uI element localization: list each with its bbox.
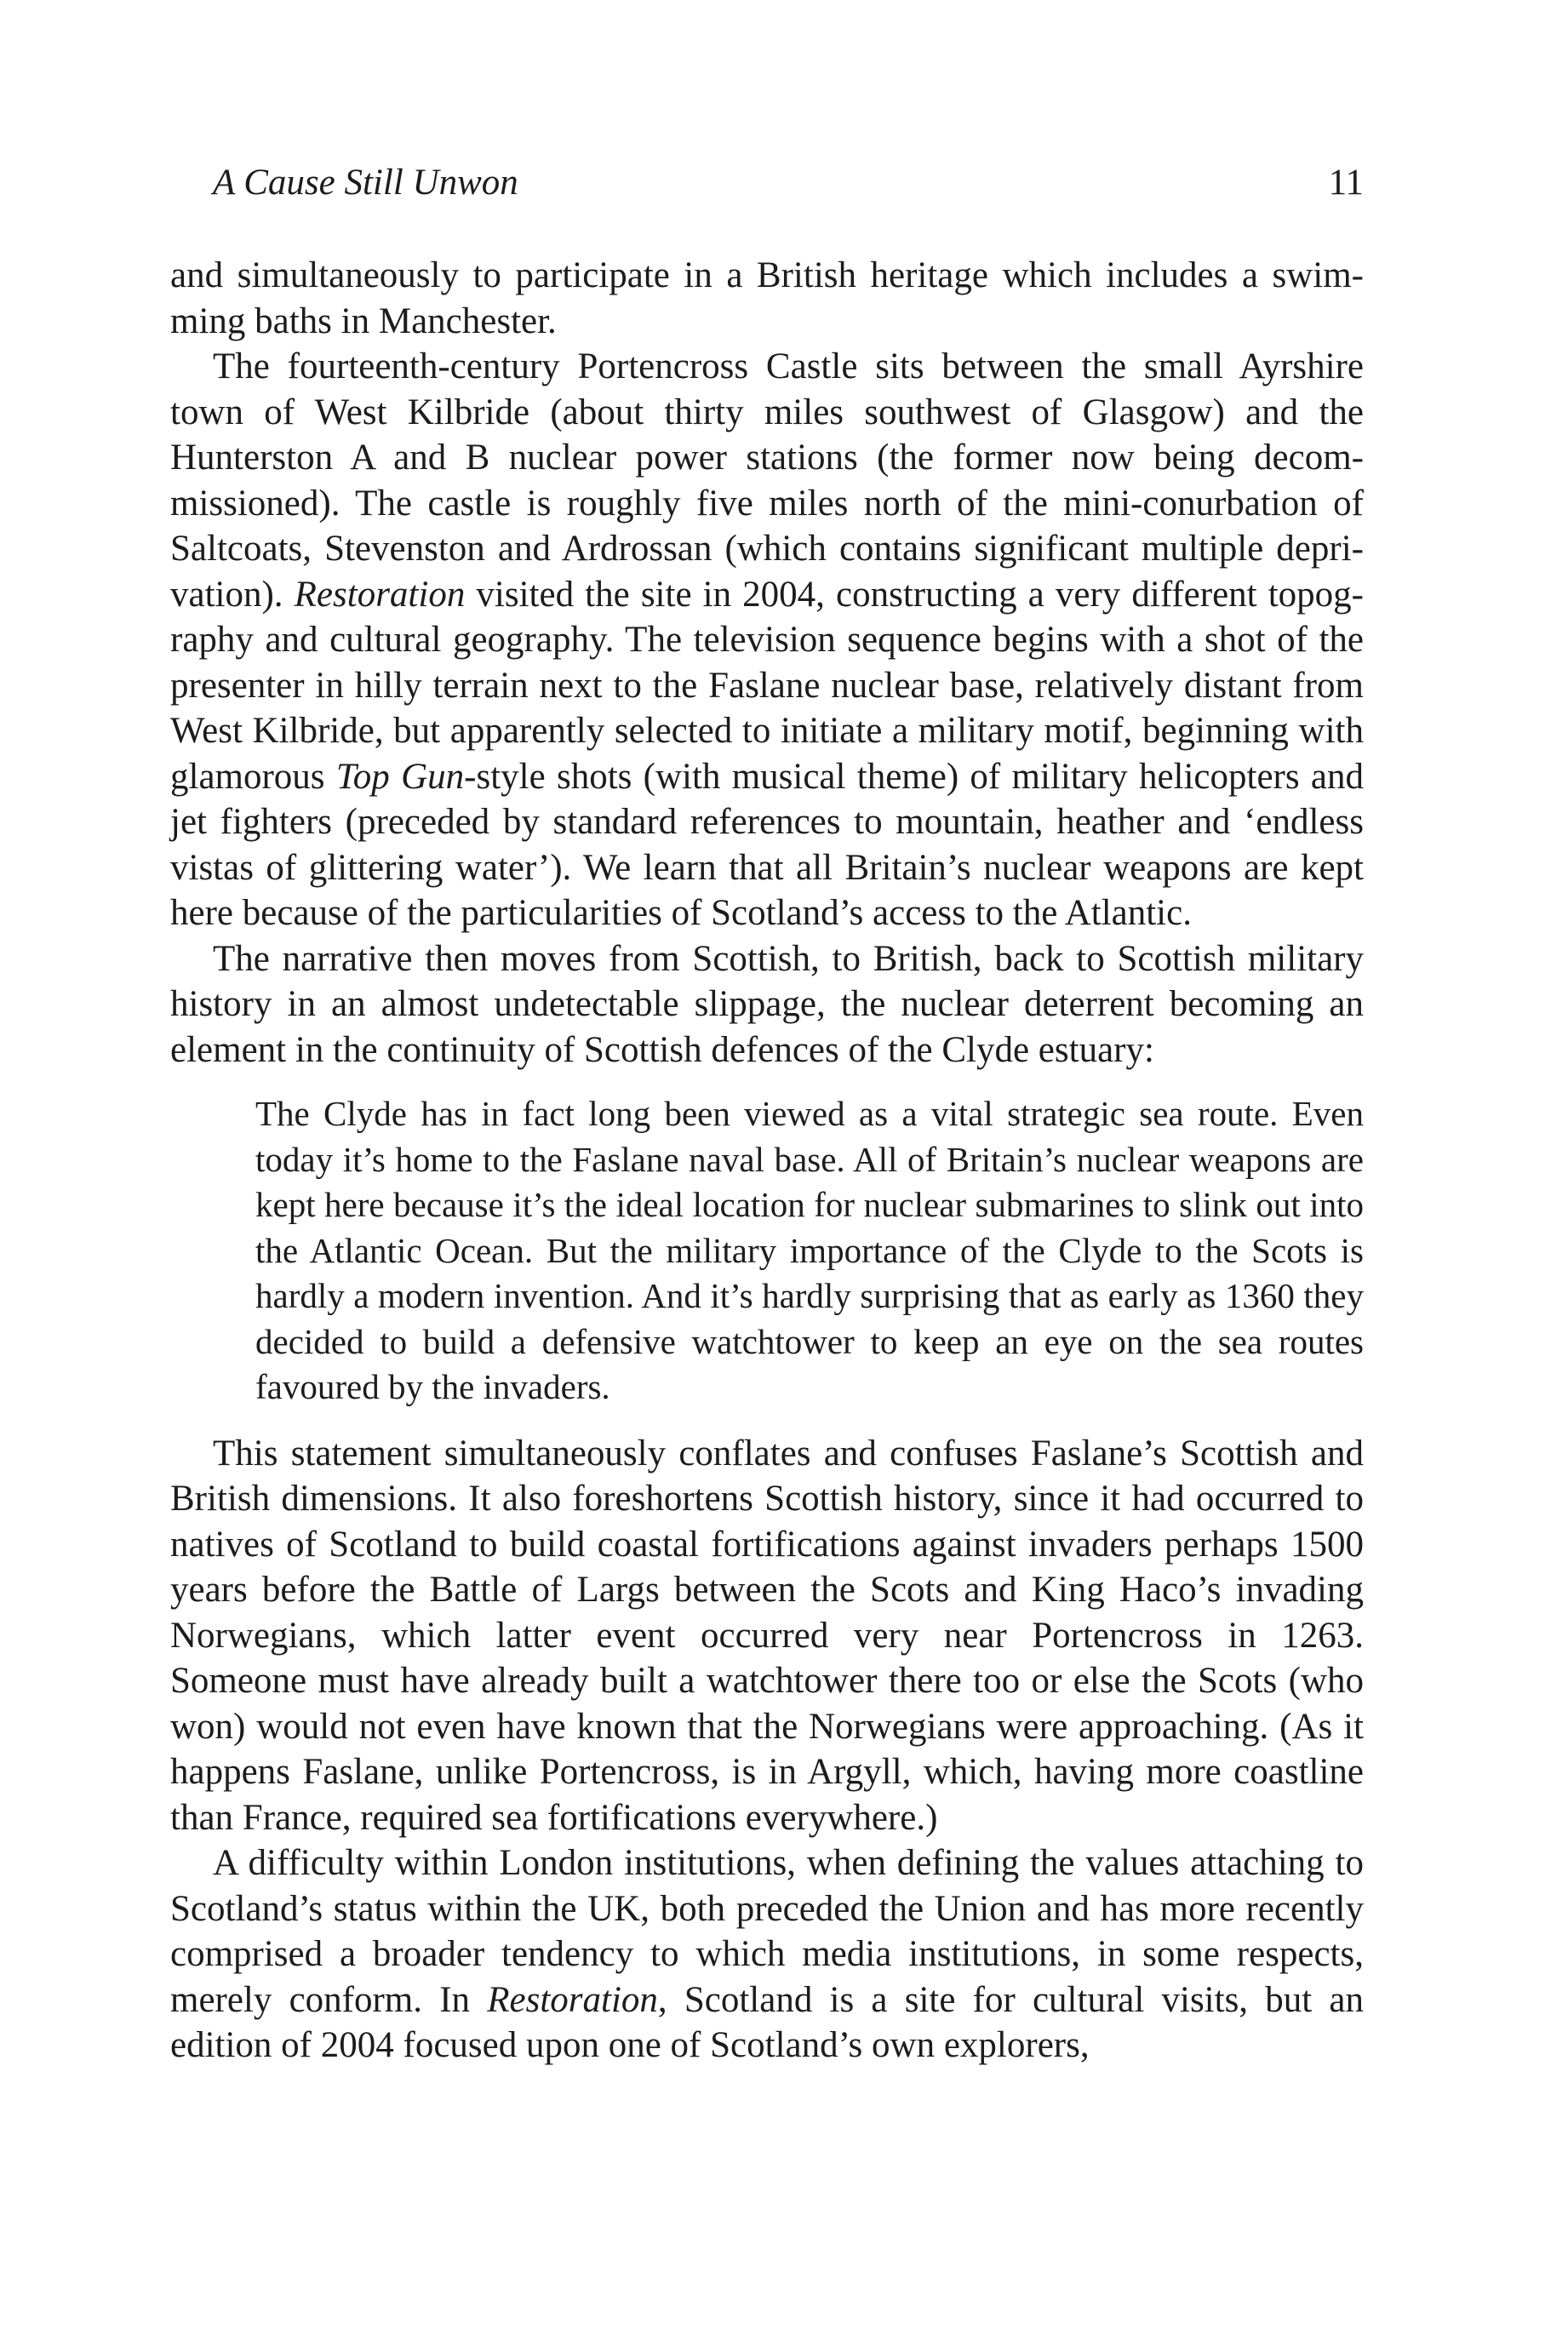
body-text	[170, 253, 1364, 2069]
running-title: A Cause Still Unwon	[213, 163, 518, 203]
paragraph-continuation: and simultaneously to participate in a British heritage which includes a swimming baths in Manchester.	[170, 255, 1364, 341]
paragraph-text: , Scotland is a site for cultural visits, but an edition of 2004 focused upon one of Scotland’s own explorers,	[170, 1979, 1364, 2065]
block-quote: The Clyde has in fact long been viewed as a vital strategic sea route. Even today it’s home to the Faslane naval base. All of Britain’s nuclear weapons are kept here because it’s the ideal location for nuclear submarines to slink out into the Atlantic Ocean. But the military importance of the Clyde to the Scots is hardly a modern invention. And it’s hardly surprising that as early as 1360 they decided to build a defensive watchtower to keep an eye on the sea routes favoured by the invaders.	[255, 1094, 1364, 1406]
paragraph-text: A difficulty within London institutions, when defining the values attaching to Scotland’s status within the UK, both preceded the Union and has more recently comprised a broader tendency to which media institutions, in some respects, merely conform. In	[170, 1843, 1364, 2020]
paragraph-london-institutions	[170, 1840, 1364, 2069]
running-head	[170, 157, 1364, 209]
page-number: 11	[1328, 163, 1364, 203]
paragraph-text: -style shots (with musical theme) of military helicopters and jet fighters (preceded by standard references to mountain, heather and ‘endless vistas of glittering water’). We learn that all Britain’s nuclear weapons are kept here because of the particularities of Scotland’s access to the Atlantic.	[170, 756, 1364, 933]
paragraph-text: The fourteenth-century Portencross Castle sits between the small Ayrshire town of West Kilbride (about thirty miles southwest of Glasgow) and the Hunterston A and B nuclear power stations (the former now being decommissioned). The castle is roughly five miles north of the mini-conurbation of Saltcoats, Stevenston and Ardrossan (which contains significant multiple deprivation).	[170, 346, 1364, 615]
paragraph-text: visited the site in 2004, constructing a very different topography and cultural geography. The television sequence begins with a shot of the presenter in hilly terrain next to the Faslane nuclear base, relatively distant from West Kilbride, but apparently selected to initiate a military motif, beginning with glamorous	[170, 574, 1364, 797]
paragraph-statement: This statement simultaneously conflates and confuses Faslane’s Scottish and British dimensions. It also foreshortens Scottish history, since it had occurred to natives of Scotland to build coastal fortifications against invaders perhaps 1500 years before the Battle of Largs between the Scots and King Haco’s invading Norwegians, which latter event occurred very near Portencross in 1263. Someone must have already built a watchtower there too or else the Scots (who won) would not even have known that the Norwegians were approaching. (As it happens Faslane, unlike Portencross, is in Argyll, which, having more coastline than France, required sea fortifications everywhere.)	[170, 1433, 1364, 1838]
programme-title: Restoration	[294, 574, 466, 615]
paragraph-portencross	[170, 344, 1364, 936]
programme-title: Restoration	[487, 1979, 658, 2020]
film-title: Top Gun	[335, 756, 465, 797]
paragraph-narrative: The narrative then moves from Scottish, to British, back to Scottish military history in an almost undetectable slippage, the nuclear deterrent becoming an element in the continuity of Scottish defences of the Clyde estuary:	[170, 938, 1364, 1070]
